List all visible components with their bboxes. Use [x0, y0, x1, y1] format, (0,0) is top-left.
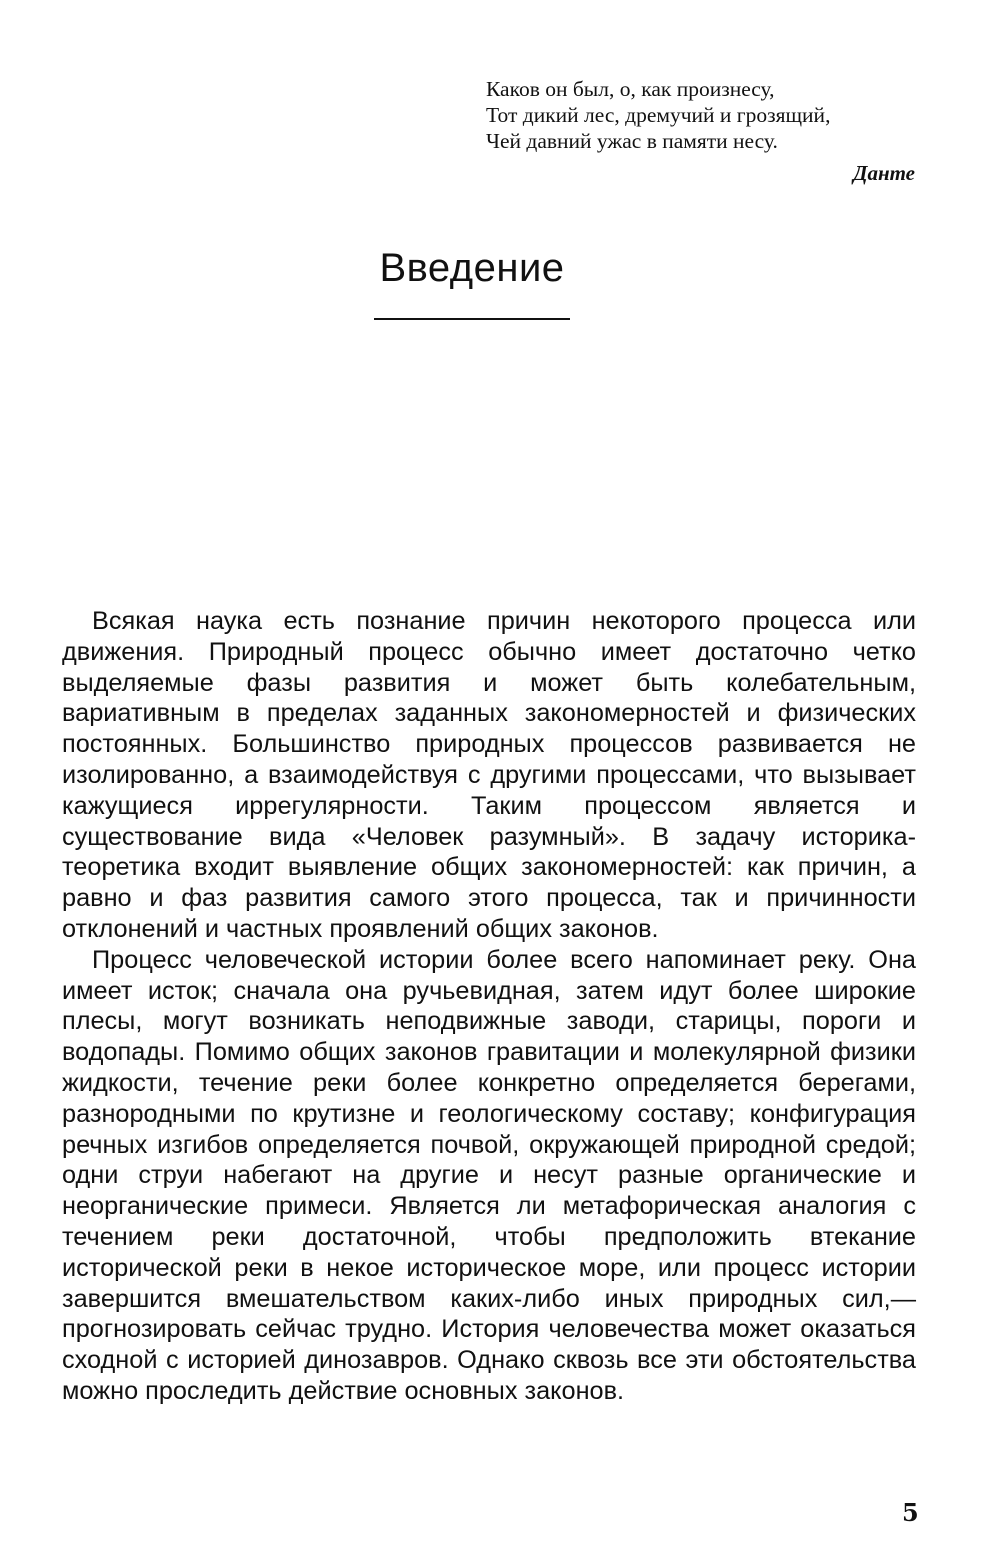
chapter-title: Введение: [379, 246, 565, 290]
page-number: 5: [902, 1498, 919, 1527]
epigraph-line: Каков он был, о, как произнесу,: [486, 77, 775, 101]
epigraph-author: Данте: [853, 161, 915, 185]
epigraph-line: Чей давний ужас в памяти несу.: [486, 129, 778, 153]
epigraph: [486, 76, 926, 186]
paragraph: Процесс человеческой истории более всего напоминает реку. Она имеет исток; сначала она ручьевидная, затем идут более широкие плесы, могут возникать неподвижные заводи, старицы, пороги и водопады. Помимо общих законов гравитации и молекулярной физики жидкости, течение реки более конкретно определяется берегами, разнородными по крутизне и геологическому составу; конфигурация речных изгибов определяется почвой, окружающей природной средой; одни струи набегают на другие и несут разные органические и неорганические примеси. Является ли метафорическая аналогия с течением реки достаточной, чтобы предположить втекание исторической реки в некое историческое море, или процесс истории завершится вмешательством каких-либо иных природных сил,— прогнозировать сейчас трудно. История человечества может оказаться сходной с историей динозавров. Однако сквозь все эти обстоятельства можно проследить действие основных законов.: [62, 945, 916, 1405]
title-divider: [374, 318, 570, 320]
paragraph: Всякая наука есть познание причин некоторого процесса или движения. Природный процесс обычно имеет достаточно четко выделяемые фазы развития и может быть колебательным, вариативным в пределах заданных закономерностей и физических постоянных. Большинство природных процессов развивается не изолированно, а взаимодействуя с другими процессами, что вызывает кажущиеся иррегулярности. Таким процессом является и существование вида «Человек разумный». В задачу историка-теоретика входит выявление общих закономерностей: как причин, а равно и фаз развития самого этого процесса, так и причинности отклонений и частных проявлений общих законов.: [62, 607, 916, 943]
epigraph-line: Тот дикий лес, дремучий и грозящий,: [486, 103, 831, 127]
body-text: [62, 606, 916, 1407]
